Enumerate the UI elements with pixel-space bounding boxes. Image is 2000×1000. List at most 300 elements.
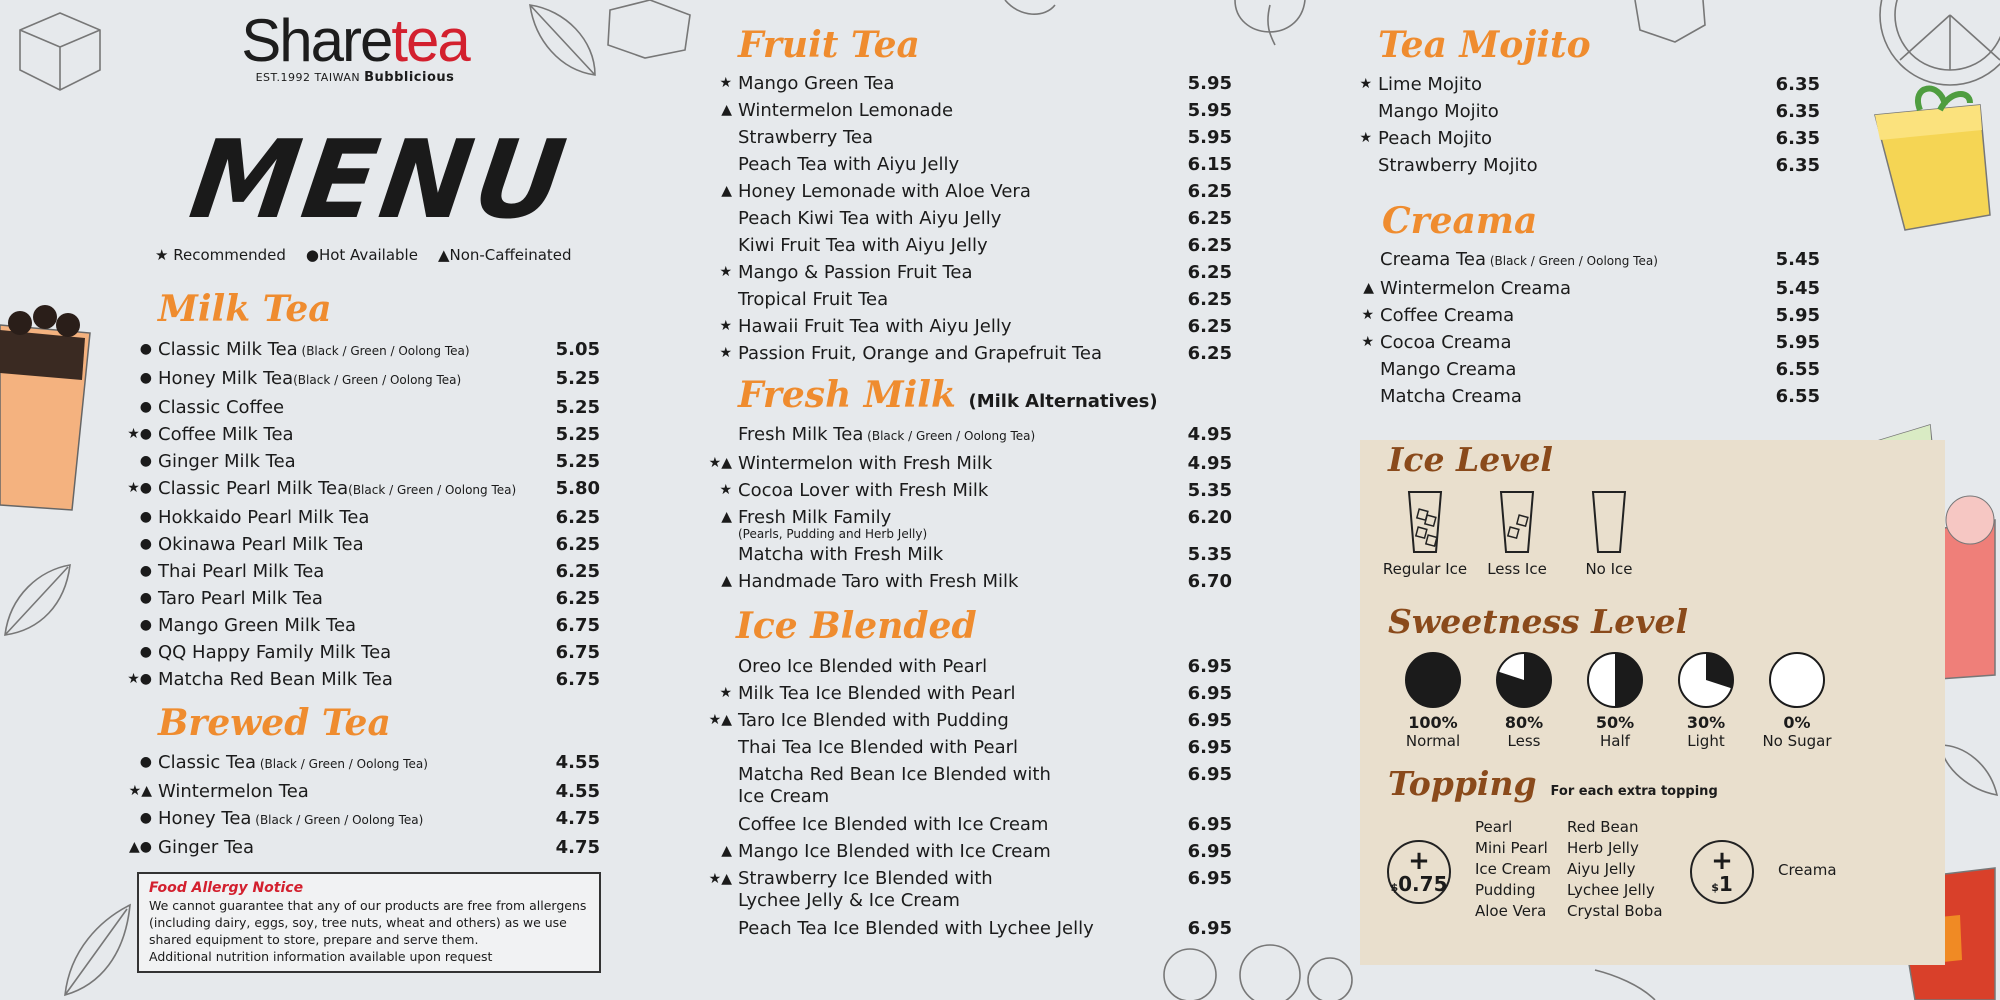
item-symbols: ●	[139, 810, 152, 826]
item-price: 5.25	[555, 368, 600, 389]
item-symbols: ★	[719, 685, 732, 701]
topping-price: 1	[1718, 872, 1733, 896]
item-name-text: Fresh Milk Family	[738, 507, 892, 528]
fruit-tea-item	[700, 286, 1232, 313]
item-price: 6.95	[1187, 841, 1232, 862]
topping-item: Mini Pearl	[1475, 839, 1548, 857]
item-note: (Pearls, Pudding and Herb Jelly)	[738, 527, 928, 541]
item-price: 6.95	[1187, 683, 1232, 704]
creama-item	[1342, 356, 1820, 383]
fruit-tea-item	[700, 124, 1232, 151]
creama-item	[1342, 246, 1820, 275]
item-symbols: ★	[719, 345, 732, 361]
ice-blended-item	[700, 865, 1232, 915]
sweetness-label: Less	[1507, 732, 1541, 750]
sweetness-percent: 30%	[1686, 713, 1726, 732]
section-title-fruit-tea: Fruit Tea	[738, 24, 920, 66]
item-name-text: Tropical Fruit Tea	[738, 289, 889, 310]
brewed-tea-item	[120, 805, 600, 834]
item-name-line2: Ice Cream	[738, 786, 830, 807]
sweetness-percent: 50%	[1595, 713, 1635, 732]
ice-option-label: Regular Ice	[1382, 560, 1468, 578]
peach-illustration	[1230, 0, 1310, 50]
item-name	[158, 639, 540, 666]
item-name	[158, 448, 540, 475]
item-name-text: QQ Happy Family Milk Tea	[158, 642, 392, 663]
leaf-illustration	[525, 0, 605, 80]
topping-subtitle: For each extra topping	[1550, 784, 1718, 799]
item-name	[1380, 246, 1760, 275]
item-symbols: ●	[139, 370, 152, 386]
notice-footer: Additional nutrition information available upon request	[149, 949, 493, 964]
tea-mojito-item	[1340, 98, 1820, 125]
item-name	[738, 734, 1172, 761]
ice-option	[1380, 488, 1470, 578]
topping-item: Creama	[1778, 861, 1837, 879]
item-price: 6.95	[1187, 814, 1232, 835]
item-symbols: ★	[719, 75, 732, 91]
item-price: 6.25	[555, 588, 600, 609]
item-name	[738, 838, 1172, 865]
item-price: 6.95	[1187, 737, 1232, 758]
topping-header	[1388, 764, 1718, 803]
ice-blended-item	[700, 707, 1232, 734]
item-name	[158, 394, 540, 421]
item-name	[738, 313, 1172, 340]
item-symbols: ★▲	[708, 712, 732, 728]
item-variants: (Black / Green / Oolong Tea)	[348, 483, 517, 497]
item-name-text: Classic Milk Tea	[158, 339, 298, 360]
item-price: 6.75	[555, 615, 600, 636]
brewed-tea-item	[120, 749, 600, 778]
item-name-text: Fresh Milk Tea	[738, 424, 864, 445]
brand-logo	[225, 7, 485, 85]
notice-body: We cannot guarantee that any of our products are free from allergens (including dairy, eggs, soy, tree nuts, wheat and others) as we use shared equipment to store, prepare and serve them.	[149, 898, 587, 947]
section-title-milk-tea: Milk Tea	[158, 288, 332, 330]
item-name-text: Handmade Taro with Fresh Milk	[738, 571, 1019, 592]
item-price: 5.05	[555, 339, 600, 360]
item-name-text: Lime Mojito	[1378, 74, 1482, 95]
item-name-text: Hawaii Fruit Tea with Aiyu Jelly	[738, 316, 1012, 337]
item-name	[738, 450, 1172, 477]
legend-hot: ●Hot Available	[305, 246, 418, 264]
item-name-text: Oreo Ice Blended with Pearl	[738, 656, 988, 677]
item-price: 6.95	[1187, 710, 1232, 731]
item-name-text: Okinawa Pearl Milk Tea	[158, 534, 364, 555]
sweetness-option	[1661, 650, 1751, 750]
currency-symbol: $	[1711, 881, 1719, 894]
item-price: 4.55	[555, 752, 600, 773]
item-name-text: Mango Green Tea	[738, 73, 895, 94]
sweetness-pie-icon	[1767, 650, 1827, 710]
item-price: 4.75	[555, 808, 600, 829]
fruit-tea-item	[700, 97, 1232, 124]
item-price: 5.95	[1187, 100, 1232, 121]
item-symbols: ●	[139, 563, 152, 579]
topping-price-badge	[1387, 840, 1451, 904]
fruit-tea-list	[700, 70, 1232, 367]
item-symbols: ▲	[721, 509, 732, 525]
item-name	[158, 365, 540, 394]
sweetness-option	[1388, 650, 1478, 750]
milk-tea-item	[120, 558, 600, 585]
item-price: 5.80	[555, 478, 600, 499]
item-price: 4.55	[555, 781, 600, 802]
item-symbols: ●	[139, 399, 152, 415]
item-price: 6.15	[1187, 154, 1232, 175]
item-price: 6.25	[555, 507, 600, 528]
item-name-text: Matcha Red Bean Milk Tea	[158, 669, 393, 690]
item-name	[738, 259, 1172, 286]
milk-tea-list	[120, 336, 600, 693]
ice-option	[1472, 488, 1562, 578]
milk-tea-item	[120, 421, 600, 448]
brand-tagline-2: Bubblicious	[364, 70, 455, 85]
sweetness-label: Half	[1600, 732, 1630, 750]
item-symbols: ★▲	[708, 455, 732, 471]
item-price: 6.35	[1775, 155, 1820, 176]
brewed-tea-item	[120, 834, 600, 861]
item-price: 6.95	[1187, 656, 1232, 677]
tea-mojito-list	[1340, 71, 1820, 179]
symbol-legend	[155, 246, 572, 264]
item-symbols: ●	[139, 644, 152, 660]
fresh-milk-item	[700, 421, 1232, 450]
legend-noncaffeinated: ▲Non-Caffeinated	[437, 246, 572, 264]
item-symbols: ★	[1359, 130, 1372, 146]
item-variants: (Black / Green / Oolong Tea)	[256, 757, 428, 771]
item-name-text: Wintermelon with Fresh Milk	[738, 453, 993, 474]
item-name	[158, 749, 540, 778]
ice-cube-illustration	[600, 0, 700, 60]
fruit-tea-item	[700, 232, 1232, 259]
fruit-tea-item	[700, 340, 1232, 367]
leaf-illustration	[1000, 0, 1060, 20]
item-name-text: Thai Pearl Milk Tea	[158, 561, 325, 582]
item-name	[738, 915, 1172, 942]
item-name-text: Classic Coffee	[158, 397, 285, 418]
topping-item: Pudding	[1475, 881, 1536, 899]
item-name	[738, 178, 1172, 205]
item-price: 6.55	[1775, 359, 1820, 380]
item-name-text: Ginger Milk Tea	[158, 451, 296, 472]
sweetness-option	[1752, 650, 1842, 750]
item-name-text: Taro Ice Blended with Pudding	[738, 710, 1009, 731]
mojito-cup-illustration	[1870, 85, 2000, 235]
sweetness-pie-icon	[1585, 650, 1645, 710]
item-name	[738, 477, 1172, 504]
item-name-text: Cocoa Creama	[1380, 332, 1512, 353]
topping-price: 0.75	[1398, 872, 1448, 896]
sweetness-level-title: Sweetness Level	[1388, 602, 1689, 641]
item-name	[1380, 383, 1760, 410]
ice-cube-illustration	[5, 5, 105, 95]
cup-icon	[1497, 488, 1537, 556]
item-symbols: ●	[139, 754, 152, 770]
sweetness-percent: 80%	[1504, 713, 1544, 732]
item-symbols: ★●	[127, 671, 152, 687]
item-name	[738, 232, 1172, 259]
item-symbols: ●	[139, 453, 152, 469]
item-variants: (Black / Green / Oolong Tea)	[1486, 254, 1658, 268]
menu-title: MENU	[183, 118, 577, 243]
creama-item	[1342, 275, 1820, 302]
cup-icon	[1405, 488, 1445, 556]
topping-list-creama	[1778, 860, 1837, 881]
item-price: 5.45	[1775, 249, 1820, 270]
item-price: 4.75	[555, 837, 600, 858]
item-price: 6.35	[1775, 128, 1820, 149]
brewed-tea-list	[120, 749, 600, 861]
sweetness-label: Normal	[1405, 732, 1461, 750]
item-name	[158, 475, 540, 504]
item-name	[738, 124, 1172, 151]
item-symbols: ★	[1361, 334, 1374, 350]
item-name-text: Taro Pearl Milk Tea	[158, 588, 323, 609]
item-name-text: Wintermelon Tea	[158, 781, 309, 802]
item-name	[1378, 152, 1760, 179]
ice-option-label: Less Ice	[1487, 560, 1547, 578]
item-symbols: ●	[139, 590, 152, 606]
item-name	[1378, 125, 1760, 152]
leaf-illustration	[55, 895, 135, 1000]
fresh-milk-title: Fresh Milk	[738, 374, 956, 416]
item-name-text: Ginger Tea	[158, 837, 255, 858]
milk-tea-item	[120, 504, 600, 531]
milk-tea-item	[120, 639, 600, 666]
item-price: 6.95	[1187, 918, 1232, 939]
item-name-text: Kiwi Fruit Tea with Aiyu Jelly	[738, 235, 988, 256]
brand-tagline: EST.1992 TAIWAN	[255, 71, 361, 84]
section-title-ice-blended: Ice Blended	[736, 605, 977, 647]
item-name	[738, 680, 1172, 707]
item-price: 6.35	[1775, 101, 1820, 122]
item-price: 6.25	[555, 534, 600, 555]
leaf-illustration	[0, 555, 75, 645]
item-name	[158, 585, 540, 612]
item-name	[158, 805, 540, 834]
item-name-text: Classic Tea	[158, 752, 257, 773]
ice-option	[1564, 488, 1654, 578]
item-price: 6.25	[555, 561, 600, 582]
item-name	[1378, 71, 1760, 98]
item-name	[1380, 356, 1760, 383]
ice-blended-item	[700, 915, 1232, 942]
fruit-tea-item	[700, 151, 1232, 178]
item-name	[738, 541, 1172, 568]
item-price: 5.95	[1187, 73, 1232, 94]
item-name-text: Passion Fruit, Orange and Grapefruit Tea	[738, 343, 1102, 364]
milk-tea-item	[120, 531, 600, 558]
milk-tea-item	[120, 585, 600, 612]
item-price: 5.25	[555, 424, 600, 445]
item-name	[738, 764, 1172, 808]
item-price: 6.25	[1187, 181, 1232, 202]
item-symbols: ★	[719, 318, 732, 334]
sweetness-pie-icon	[1403, 650, 1463, 710]
item-price: 6.25	[1187, 262, 1232, 283]
item-price: 4.95	[1187, 424, 1232, 445]
item-name	[738, 868, 1172, 912]
milk-tea-cup-illustration	[0, 305, 95, 515]
topping-item: Pearl	[1475, 818, 1513, 836]
item-name	[738, 421, 1172, 450]
cup-icon	[1589, 488, 1629, 556]
brewed-tea-item	[120, 778, 600, 805]
sweetness-fill	[1615, 653, 1642, 707]
item-price: 6.20	[1187, 507, 1232, 528]
item-price: 6.25	[1187, 235, 1232, 256]
item-symbols: ★▲	[708, 871, 732, 887]
item-symbols: ★	[719, 264, 732, 280]
brand-name-part: Share	[241, 7, 392, 74]
topping-list-col2	[1567, 817, 1663, 922]
sweetness-option	[1479, 650, 1569, 750]
item-price: 4.95	[1187, 453, 1232, 474]
legend-recommended: ★ Recommended	[155, 246, 286, 264]
berry-illustration	[1160, 935, 1360, 1000]
item-name	[738, 286, 1172, 313]
lime-slice-illustration	[1870, 0, 2000, 95]
item-price: 6.95	[1187, 764, 1232, 785]
item-name	[738, 568, 1172, 595]
item-name-text: Mango Mojito	[1378, 101, 1499, 122]
milk-tea-item	[120, 336, 600, 365]
item-price: 6.95	[1187, 868, 1232, 889]
fruit-tea-item	[700, 313, 1232, 340]
item-symbols: ★	[719, 482, 732, 498]
item-symbols: ●	[139, 536, 152, 552]
item-name	[738, 504, 1172, 541]
item-name-text: Honey Tea	[158, 808, 252, 829]
fresh-milk-subtitle: (Milk Alternatives)	[968, 391, 1158, 412]
item-name-text: Peach Tea with Aiyu Jelly	[738, 154, 960, 175]
topping-price-badge	[1690, 840, 1754, 904]
item-price: 6.25	[1187, 343, 1232, 364]
ice-blended-item	[700, 653, 1232, 680]
ice-blended-list	[700, 653, 1232, 942]
item-variants: (Black / Green / Oolong Tea)	[251, 813, 424, 827]
ice-cube-icon	[1416, 527, 1427, 538]
ice-blended-item	[700, 680, 1232, 707]
item-price: 6.25	[1187, 208, 1232, 229]
item-name-text: Matcha Creama	[1380, 386, 1522, 407]
item-symbols: ▲	[721, 573, 732, 589]
item-name	[738, 653, 1172, 680]
ice-cube-icon	[1417, 509, 1428, 520]
item-name-text: Milk Tea Ice Blended with Pearl	[738, 683, 1016, 704]
item-name-text: Hokkaido Pearl Milk Tea	[158, 507, 370, 528]
item-name-text: Wintermelon Creama	[1380, 278, 1572, 299]
topping-item: Herb Jelly	[1567, 839, 1639, 857]
item-name	[158, 336, 540, 365]
ice-level-title: Ice Level	[1388, 440, 1553, 479]
sweetness-percent: 100%	[1408, 713, 1458, 732]
item-symbols: ●	[139, 617, 152, 633]
fresh-milk-item	[700, 504, 1232, 541]
item-price: 5.95	[1775, 305, 1820, 326]
ice-option-label: No Ice	[1585, 560, 1633, 578]
fruit-tea-item	[700, 259, 1232, 286]
item-name-text: Matcha Red Bean Ice Blended with	[738, 764, 1051, 785]
item-name	[158, 504, 540, 531]
item-name	[158, 612, 540, 639]
fresh-milk-list	[700, 421, 1232, 595]
fresh-milk-item	[700, 450, 1232, 477]
sweetness-options	[1388, 650, 1848, 750]
fresh-milk-item	[700, 568, 1232, 595]
sweetness-pie-icon	[1676, 650, 1736, 710]
item-name	[158, 666, 540, 693]
item-price: 5.35	[1187, 544, 1232, 565]
item-name-text: Classic Pearl Milk Tea	[158, 478, 349, 499]
topping-item: Aloe Vera	[1475, 902, 1547, 920]
creama-item	[1342, 329, 1820, 356]
topping-item: Lychee Jelly	[1567, 881, 1655, 899]
item-price: 6.55	[1775, 386, 1820, 407]
fresh-milk-item	[700, 477, 1232, 504]
item-price: 6.25	[1187, 289, 1232, 310]
item-symbols: ★●	[127, 480, 152, 496]
topping-item: Ice Cream	[1475, 860, 1552, 878]
item-price: 6.25	[1187, 316, 1232, 337]
milk-tea-item	[120, 394, 600, 421]
plus-sign: +	[1408, 846, 1430, 876]
tea-mojito-item	[1340, 152, 1820, 179]
sweetness-pie-icon	[1494, 650, 1554, 710]
item-name	[1380, 329, 1760, 356]
item-name-text: Peach Kiwi Tea with Aiyu Jelly	[738, 208, 1002, 229]
item-name-text: Thai Tea Ice Blended with Pearl	[738, 737, 1019, 758]
item-name	[158, 834, 540, 861]
item-symbols: ●	[139, 341, 152, 357]
item-name-text: Mango Green Milk Tea	[158, 615, 357, 636]
item-name-text: Peach Mojito	[1378, 128, 1492, 149]
plus-sign: +	[1711, 846, 1733, 876]
item-symbols: ★▲	[128, 783, 152, 799]
item-name-text: Matcha with Fresh Milk	[738, 544, 944, 565]
fruit-tea-item	[700, 178, 1232, 205]
item-name	[738, 707, 1172, 734]
item-name	[1380, 302, 1760, 329]
item-name-text: Strawberry Mojito	[1378, 155, 1538, 176]
item-variants: (Black / Green / Oolong Tea)	[863, 429, 1036, 443]
ice-cube-icon	[1508, 527, 1519, 538]
milk-tea-item	[120, 475, 600, 504]
notice-title: Food Allergy Notice	[149, 880, 304, 896]
item-name	[158, 531, 540, 558]
ice-blended-item	[700, 838, 1232, 865]
food-allergy-notice	[137, 872, 601, 973]
topping-item: Red Bean	[1567, 818, 1639, 836]
item-name-text: Mango & Passion Fruit Tea	[738, 262, 973, 283]
item-name	[738, 205, 1172, 232]
ice-blended-item	[700, 761, 1232, 811]
ice-cube-icon	[1426, 535, 1437, 546]
item-name-text: Peach Tea Ice Blended with Lychee Jelly	[738, 918, 1094, 939]
item-name	[158, 421, 540, 448]
ice-cube-icon	[1517, 515, 1528, 526]
ice-level-options	[1380, 488, 1640, 578]
item-symbols: ▲	[721, 843, 732, 859]
item-name-line2: Lychee Jelly & Ice Cream	[738, 890, 960, 911]
tea-mojito-item	[1340, 125, 1820, 152]
item-name-text: Mango Creama	[1380, 359, 1517, 380]
item-name	[1378, 98, 1760, 125]
item-name-text: Honey Lemonade with Aloe Vera	[738, 181, 1031, 202]
item-name-text: Coffee Creama	[1380, 305, 1515, 326]
item-price: 5.25	[555, 397, 600, 418]
